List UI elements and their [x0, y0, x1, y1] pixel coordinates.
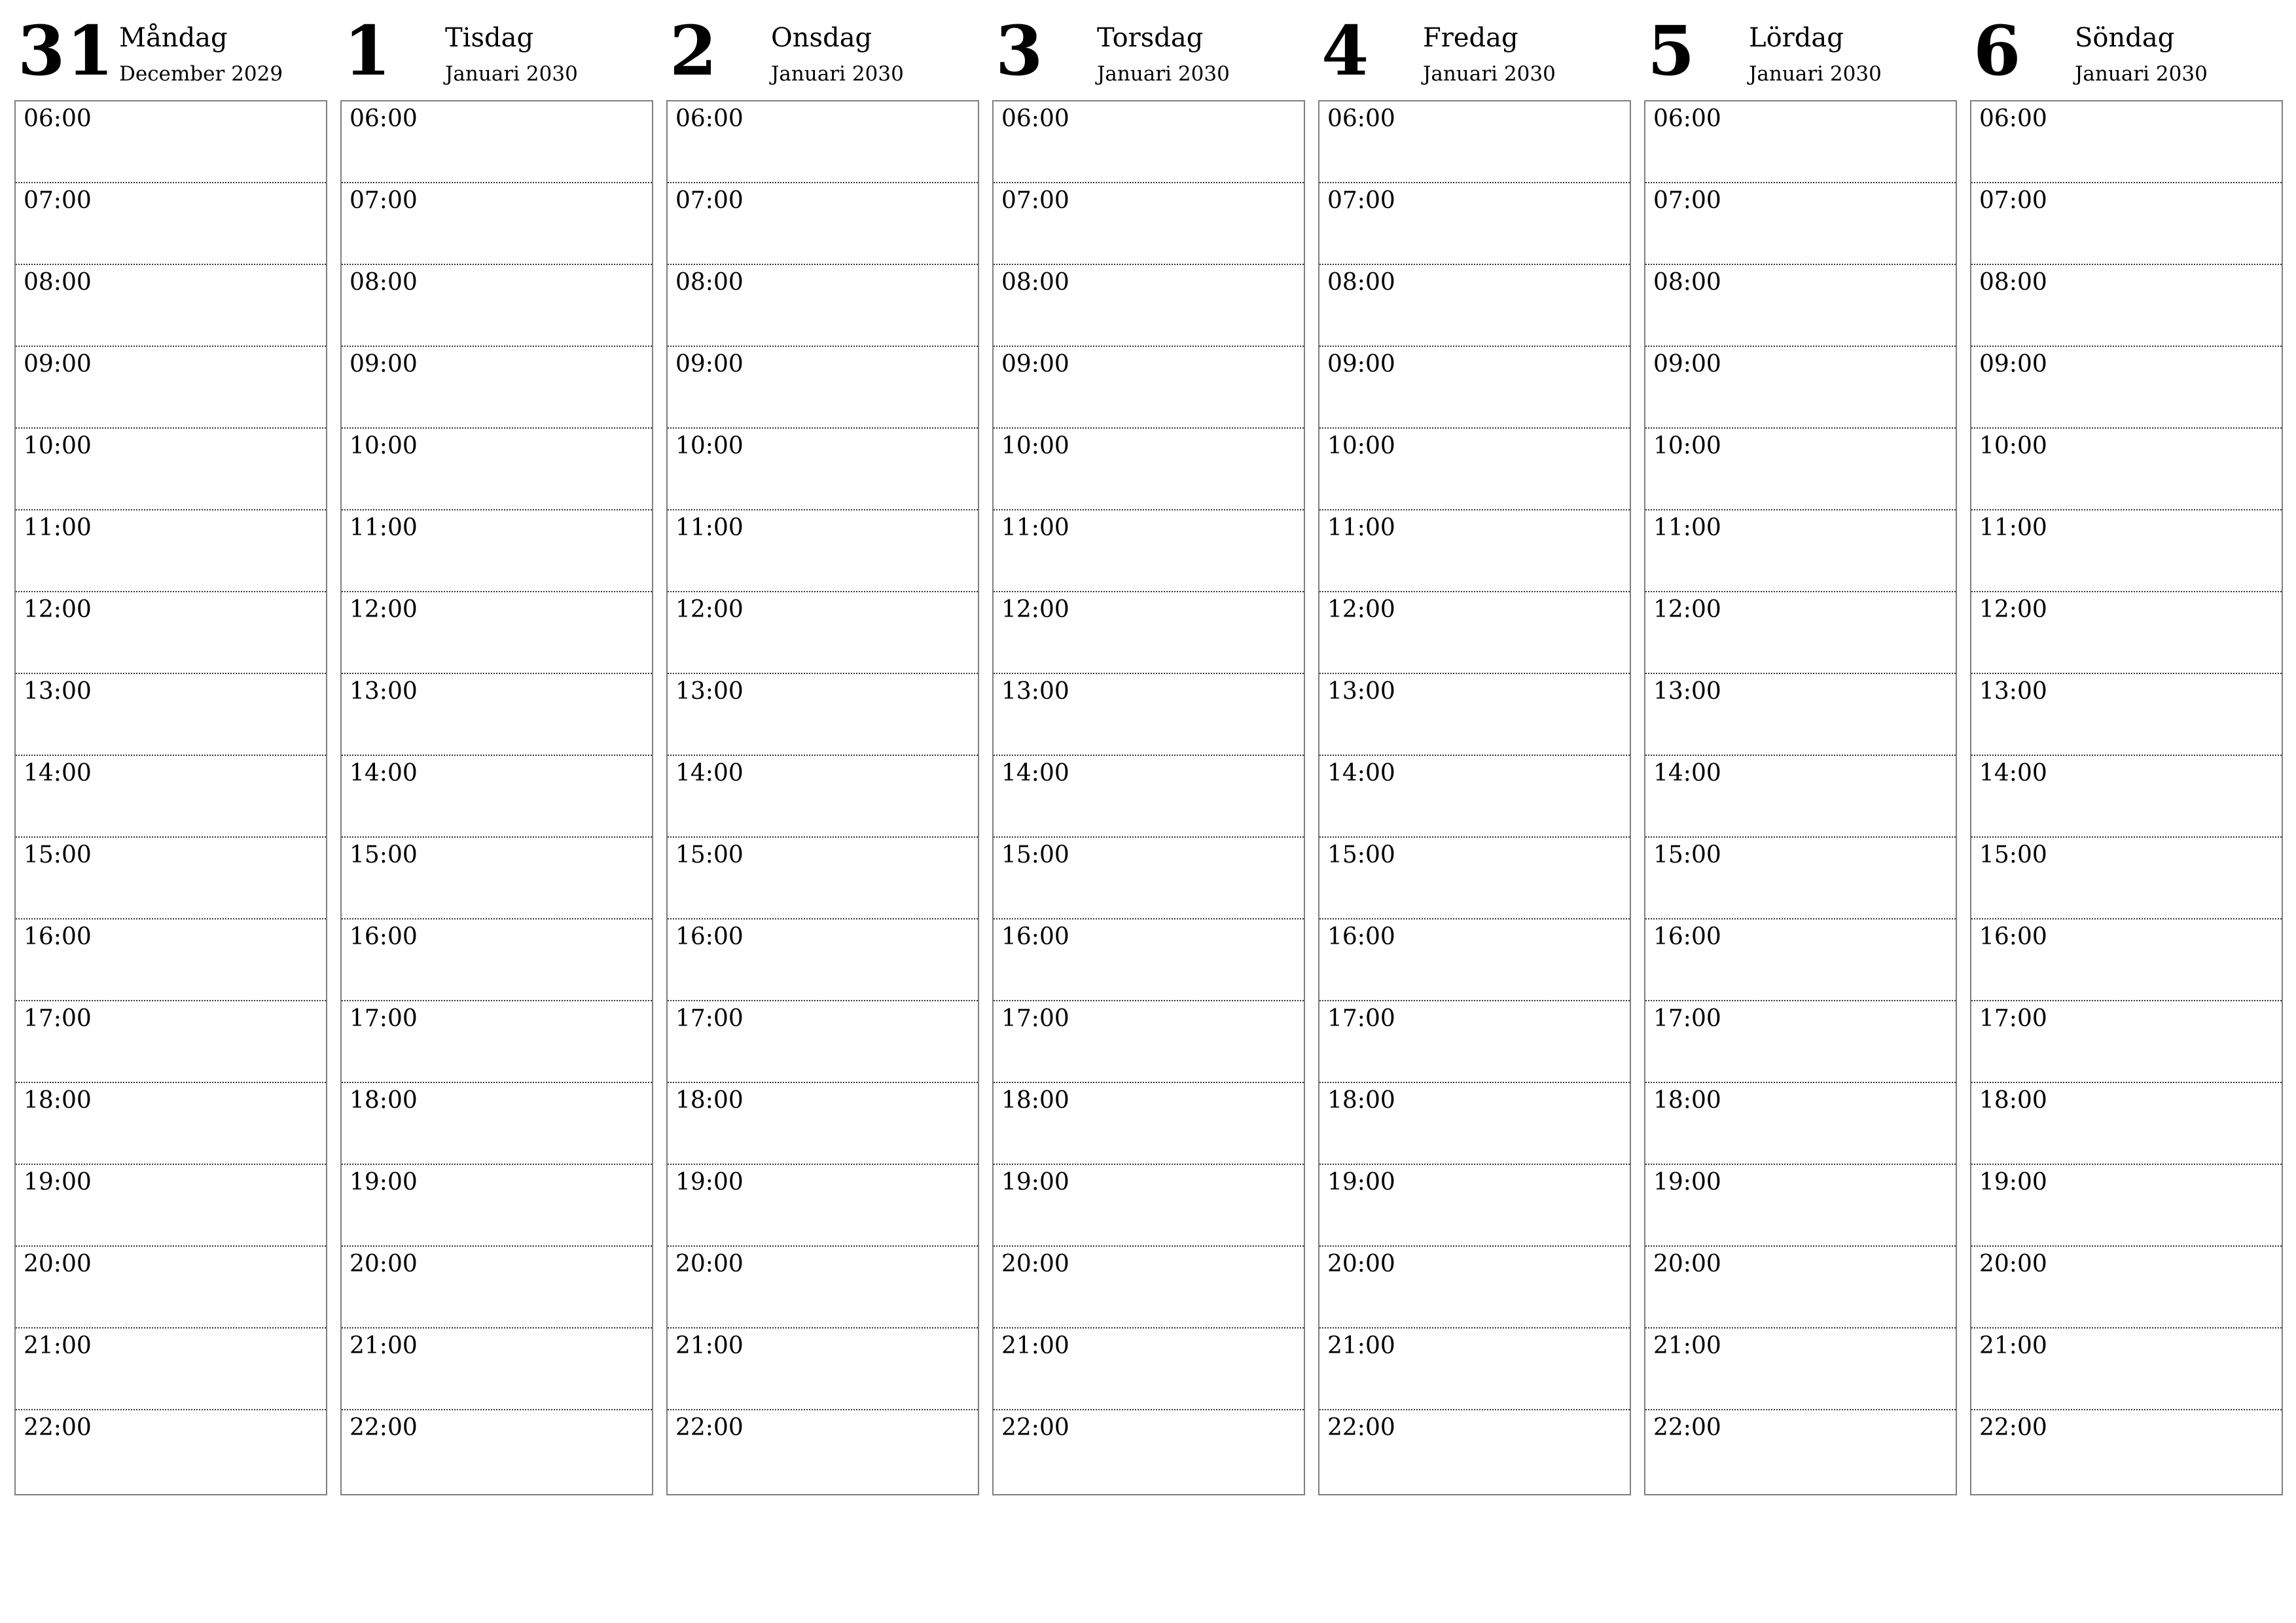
- hour-label: 14:00: [350, 760, 418, 787]
- hour-label: 06:00: [1001, 105, 1069, 132]
- day-number: 6: [1973, 10, 2022, 91]
- hour-slot[interactable]: [1319, 510, 1630, 592]
- hour-slot[interactable]: [668, 429, 978, 510]
- hour-label: 12:00: [1979, 596, 2047, 623]
- hour-slot[interactable]: [994, 101, 1304, 183]
- hour-label: 14:00: [1327, 760, 1395, 787]
- hour-slot[interactable]: [1645, 756, 1956, 838]
- day-header: [992, 0, 1305, 98]
- hour-label: 08:00: [350, 269, 418, 296]
- hour-label: 16:00: [1979, 923, 2047, 950]
- hour-label: 11:00: [1001, 514, 1069, 541]
- hour-slot[interactable]: [1971, 1329, 2282, 1410]
- hour-label: 11:00: [1327, 514, 1395, 541]
- hour-label: 08:00: [1001, 269, 1069, 296]
- hour-slot[interactable]: [1319, 183, 1630, 265]
- hour-label: 16:00: [1653, 923, 1721, 950]
- hour-label: 20:00: [1979, 1251, 2047, 1277]
- hour-label: 17:00: [1001, 1005, 1069, 1032]
- hour-slot[interactable]: [1645, 265, 1956, 347]
- hour-slot[interactable]: [1645, 1410, 1956, 1492]
- hour-label: 09:00: [350, 351, 418, 378]
- hour-slot[interactable]: [16, 838, 326, 919]
- hour-slot[interactable]: [1319, 429, 1630, 510]
- hour-label: 11:00: [675, 514, 744, 541]
- hour-label: 06:00: [1327, 105, 1395, 132]
- hour-label: 20:00: [24, 1251, 92, 1277]
- hour-label: 09:00: [1001, 351, 1069, 378]
- hour-slot[interactable]: [1645, 838, 1956, 919]
- hour-slot[interactable]: [16, 183, 326, 265]
- hour-label: 20:00: [350, 1251, 418, 1277]
- hour-slot[interactable]: [342, 838, 652, 919]
- hour-grid: [1970, 100, 2283, 1495]
- hour-slot[interactable]: [994, 1410, 1304, 1492]
- hour-label: 11:00: [24, 514, 92, 541]
- hour-slot[interactable]: [1319, 838, 1630, 919]
- hour-label: 20:00: [675, 1251, 744, 1277]
- hour-slot[interactable]: [1971, 838, 2282, 919]
- hour-grid: [340, 100, 653, 1495]
- hour-label: 08:00: [1979, 269, 2047, 296]
- hour-label: 19:00: [1979, 1169, 2047, 1196]
- weekday-name: Tisdag: [445, 23, 534, 53]
- hour-slot[interactable]: [16, 1247, 326, 1329]
- hour-slot[interactable]: [1319, 265, 1630, 347]
- hour-label: 15:00: [1001, 842, 1069, 868]
- day-number: 2: [670, 10, 719, 91]
- day-number: 5: [1647, 10, 1696, 91]
- hour-slot[interactable]: [1645, 674, 1956, 756]
- hour-slot[interactable]: [1319, 756, 1630, 838]
- hour-slot[interactable]: [1319, 347, 1630, 429]
- hour-label: 10:00: [1327, 433, 1395, 459]
- hour-label: 16:00: [675, 923, 744, 950]
- weekday-name: Torsdag: [1097, 23, 1204, 53]
- hour-label: 10:00: [1979, 433, 2047, 459]
- hour-slot[interactable]: [16, 101, 326, 183]
- hour-slot[interactable]: [668, 1247, 978, 1329]
- month-year: Januari 2030: [1423, 62, 1556, 86]
- hour-slot[interactable]: [1971, 265, 2282, 347]
- hour-slot[interactable]: [668, 919, 978, 1001]
- hour-label: 08:00: [24, 269, 92, 296]
- hour-slot[interactable]: [1319, 1410, 1630, 1492]
- day-column: [666, 0, 979, 1505]
- hour-label: 15:00: [24, 842, 92, 868]
- day-header: [1970, 0, 2283, 98]
- hour-slot[interactable]: [1319, 1165, 1630, 1247]
- day-column: [1318, 0, 1631, 1505]
- hour-slot[interactable]: [342, 592, 652, 674]
- hour-slot[interactable]: [1645, 592, 1956, 674]
- hour-slot[interactable]: [1971, 1247, 2282, 1329]
- hour-label: 22:00: [24, 1414, 92, 1441]
- hour-slot[interactable]: [1645, 1329, 1956, 1410]
- hour-slot[interactable]: [668, 347, 978, 429]
- hour-slot[interactable]: [16, 1329, 326, 1410]
- hour-label: 19:00: [24, 1169, 92, 1196]
- hour-slot[interactable]: [1645, 183, 1956, 265]
- hour-slot[interactable]: [16, 1001, 326, 1083]
- day-column: [992, 0, 1305, 1505]
- hour-slot[interactable]: [668, 265, 978, 347]
- day-column: [1644, 0, 1957, 1505]
- hour-label: 06:00: [1979, 105, 2047, 132]
- hour-label: 18:00: [350, 1087, 418, 1114]
- hour-grid: [992, 100, 1305, 1495]
- hour-slot[interactable]: [342, 1083, 652, 1165]
- hour-label: 22:00: [350, 1414, 418, 1441]
- hour-slot[interactable]: [668, 1001, 978, 1083]
- hour-label: 13:00: [1979, 678, 2047, 705]
- hour-label: 13:00: [1001, 678, 1069, 705]
- hour-slot[interactable]: [342, 1329, 652, 1410]
- hour-slot[interactable]: [668, 101, 978, 183]
- hour-slot[interactable]: [16, 1083, 326, 1165]
- hour-label: 09:00: [675, 351, 744, 378]
- hour-grid: [1644, 100, 1957, 1495]
- hour-label: 21:00: [1979, 1332, 2047, 1359]
- hour-label: 07:00: [24, 187, 92, 214]
- hour-slot[interactable]: [16, 510, 326, 592]
- day-column: [340, 0, 653, 1505]
- hour-label: 10:00: [24, 433, 92, 459]
- hour-label: 07:00: [350, 187, 418, 214]
- hour-slot[interactable]: [1971, 1410, 2282, 1492]
- hour-slot[interactable]: [1645, 1165, 1956, 1247]
- hour-label: 22:00: [1653, 1414, 1721, 1441]
- hour-slot[interactable]: [1971, 1165, 2282, 1247]
- hour-label: 22:00: [1979, 1414, 2047, 1441]
- hour-slot[interactable]: [342, 101, 652, 183]
- hour-label: 22:00: [1001, 1414, 1069, 1441]
- month-year: Januari 2030: [445, 62, 578, 86]
- day-header: [14, 0, 327, 98]
- hour-slot[interactable]: [668, 838, 978, 919]
- hour-label: 14:00: [675, 760, 744, 787]
- hour-slot[interactable]: [342, 429, 652, 510]
- hour-slot[interactable]: [16, 592, 326, 674]
- hour-label: 14:00: [1653, 760, 1721, 787]
- hour-label: 06:00: [675, 105, 744, 132]
- weekday-name: Onsdag: [771, 23, 872, 53]
- hour-label: 07:00: [1979, 187, 2047, 214]
- hour-label: 11:00: [1653, 514, 1721, 541]
- hour-slot[interactable]: [1971, 101, 2282, 183]
- hour-label: 17:00: [350, 1005, 418, 1032]
- hour-slot[interactable]: [994, 919, 1304, 1001]
- hour-label: 17:00: [1979, 1005, 2047, 1032]
- hour-slot[interactable]: [994, 1165, 1304, 1247]
- hour-label: 15:00: [1979, 842, 2047, 868]
- hour-grid: [666, 100, 979, 1495]
- hour-label: 17:00: [24, 1005, 92, 1032]
- hour-label: 17:00: [1327, 1005, 1395, 1032]
- hour-label: 14:00: [1979, 760, 2047, 787]
- day-number: 31: [18, 10, 115, 91]
- hour-label: 09:00: [1979, 351, 2047, 378]
- hour-slot[interactable]: [16, 674, 326, 756]
- hour-slot[interactable]: [1971, 347, 2282, 429]
- hour-slot[interactable]: [1971, 183, 2282, 265]
- hour-label: 12:00: [350, 596, 418, 623]
- hour-slot[interactable]: [994, 838, 1304, 919]
- hour-slot[interactable]: [1319, 1001, 1630, 1083]
- hour-label: 21:00: [1653, 1332, 1721, 1359]
- hour-label: 19:00: [1327, 1169, 1395, 1196]
- hour-slot[interactable]: [16, 429, 326, 510]
- hour-slot[interactable]: [1645, 1001, 1956, 1083]
- hour-slot[interactable]: [668, 510, 978, 592]
- hour-slot[interactable]: [1319, 592, 1630, 674]
- hour-slot[interactable]: [994, 265, 1304, 347]
- hour-slot[interactable]: [1971, 1083, 2282, 1165]
- hour-label: 07:00: [1001, 187, 1069, 214]
- hour-slot[interactable]: [342, 1247, 652, 1329]
- hour-label: 17:00: [1653, 1005, 1721, 1032]
- hour-slot[interactable]: [994, 674, 1304, 756]
- hour-slot[interactable]: [342, 183, 652, 265]
- hour-label: 17:00: [675, 1005, 744, 1032]
- hour-slot[interactable]: [1645, 1083, 1956, 1165]
- hour-label: 13:00: [24, 678, 92, 705]
- hour-label: 12:00: [675, 596, 744, 623]
- hour-slot[interactable]: [668, 1410, 978, 1492]
- hour-label: 07:00: [1327, 187, 1395, 214]
- hour-slot[interactable]: [994, 1329, 1304, 1410]
- hour-slot[interactable]: [1319, 1329, 1630, 1410]
- hour-label: 08:00: [1653, 269, 1721, 296]
- hour-label: 12:00: [1327, 596, 1395, 623]
- hour-label: 15:00: [1653, 842, 1721, 868]
- hour-label: 22:00: [1327, 1414, 1395, 1441]
- hour-label: 11:00: [1979, 514, 2047, 541]
- hour-label: 09:00: [1653, 351, 1721, 378]
- hour-slot[interactable]: [342, 1165, 652, 1247]
- hour-label: 09:00: [24, 351, 92, 378]
- hour-label: 15:00: [675, 842, 744, 868]
- hour-label: 14:00: [24, 760, 92, 787]
- hour-slot[interactable]: [994, 1083, 1304, 1165]
- hour-slot[interactable]: [1971, 592, 2282, 674]
- hour-label: 20:00: [1653, 1251, 1721, 1277]
- hour-slot[interactable]: [342, 674, 652, 756]
- hour-slot[interactable]: [994, 1247, 1304, 1329]
- weekday-name: Lördag: [1749, 23, 1844, 53]
- day-column: [1970, 0, 2283, 1505]
- hour-label: 15:00: [350, 842, 418, 868]
- hour-slot[interactable]: [1645, 1247, 1956, 1329]
- hour-slot[interactable]: [1971, 1001, 2282, 1083]
- hour-label: 18:00: [675, 1087, 744, 1114]
- day-header: [666, 0, 979, 98]
- hour-slot[interactable]: [342, 510, 652, 592]
- hour-label: 18:00: [24, 1087, 92, 1114]
- hour-slot[interactable]: [342, 1001, 652, 1083]
- hour-label: 13:00: [675, 678, 744, 705]
- hour-label: 15:00: [1327, 842, 1395, 868]
- day-number: 4: [1321, 10, 1371, 91]
- hour-label: 16:00: [1327, 923, 1395, 950]
- hour-label: 10:00: [1653, 433, 1721, 459]
- hour-slot[interactable]: [342, 265, 652, 347]
- hour-label: 21:00: [24, 1332, 92, 1359]
- weekday-name: Fredag: [1423, 23, 1518, 53]
- hour-slot[interactable]: [1971, 756, 2282, 838]
- hour-slot[interactable]: [16, 919, 326, 1001]
- hour-label: 07:00: [675, 187, 744, 214]
- hour-slot[interactable]: [16, 265, 326, 347]
- hour-label: 12:00: [24, 596, 92, 623]
- hour-label: 20:00: [1001, 1251, 1069, 1277]
- hour-label: 19:00: [1653, 1169, 1721, 1196]
- hour-slot[interactable]: [342, 919, 652, 1001]
- hour-label: 20:00: [1327, 1251, 1395, 1277]
- hour-slot[interactable]: [342, 347, 652, 429]
- day-number: 1: [344, 10, 393, 91]
- month-year: Januari 2030: [771, 62, 904, 86]
- hour-label: 13:00: [1327, 678, 1395, 705]
- hour-label: 18:00: [1327, 1087, 1395, 1114]
- hour-slot[interactable]: [994, 429, 1304, 510]
- hour-label: 19:00: [675, 1169, 744, 1196]
- hour-label: 19:00: [350, 1169, 418, 1196]
- hour-label: 21:00: [1327, 1332, 1395, 1359]
- hour-slot[interactable]: [1319, 1083, 1630, 1165]
- day-header: [1644, 0, 1957, 98]
- hour-grid: [14, 100, 327, 1495]
- hour-slot[interactable]: [1319, 674, 1630, 756]
- hour-slot[interactable]: [1645, 429, 1956, 510]
- hour-label: 09:00: [1327, 351, 1395, 378]
- hour-slot[interactable]: [1971, 674, 2282, 756]
- hour-slot[interactable]: [1319, 919, 1630, 1001]
- hour-slot[interactable]: [994, 756, 1304, 838]
- weekday-name: Måndag: [119, 23, 228, 53]
- hour-label: 18:00: [1653, 1087, 1721, 1114]
- hour-slot[interactable]: [1645, 101, 1956, 183]
- hour-slot[interactable]: [1645, 347, 1956, 429]
- day-column: [14, 0, 327, 1505]
- hour-label: 12:00: [1653, 596, 1721, 623]
- hour-label: 11:00: [350, 514, 418, 541]
- hour-slot[interactable]: [342, 1410, 652, 1492]
- hour-label: 12:00: [1001, 596, 1069, 623]
- month-year: Januari 2030: [1097, 62, 1230, 86]
- hour-label: 13:00: [350, 678, 418, 705]
- hour-label: 18:00: [1979, 1087, 2047, 1114]
- hour-label: 10:00: [1001, 433, 1069, 459]
- day-header: [1318, 0, 1631, 98]
- hour-slot[interactable]: [16, 1410, 326, 1492]
- hour-label: 22:00: [675, 1414, 744, 1441]
- hour-slot[interactable]: [994, 1001, 1304, 1083]
- hour-label: 16:00: [350, 923, 418, 950]
- hour-slot[interactable]: [994, 347, 1304, 429]
- hour-slot[interactable]: [16, 756, 326, 838]
- hour-label: 06:00: [350, 105, 418, 132]
- hour-slot[interactable]: [16, 1165, 326, 1247]
- hour-grid: [1318, 100, 1631, 1495]
- hour-label: 16:00: [1001, 923, 1069, 950]
- hour-slot[interactable]: [668, 1165, 978, 1247]
- hour-label: 10:00: [350, 433, 418, 459]
- month-year: December 2029: [119, 62, 283, 86]
- hour-slot[interactable]: [1971, 919, 2282, 1001]
- hour-slot[interactable]: [668, 674, 978, 756]
- hour-label: 06:00: [1653, 105, 1721, 132]
- hour-slot[interactable]: [668, 1083, 978, 1165]
- weekday-name: Söndag: [2075, 23, 2175, 53]
- hour-label: 21:00: [350, 1332, 418, 1359]
- hour-label: 16:00: [24, 923, 92, 950]
- hour-slot[interactable]: [994, 510, 1304, 592]
- hour-label: 06:00: [24, 105, 92, 132]
- month-year: Januari 2030: [2075, 62, 2208, 86]
- hour-label: 21:00: [1001, 1332, 1069, 1359]
- month-year: Januari 2030: [1749, 62, 1882, 86]
- hour-label: 19:00: [1001, 1169, 1069, 1196]
- hour-slot[interactable]: [1645, 919, 1956, 1001]
- hour-slot[interactable]: [668, 183, 978, 265]
- hour-slot[interactable]: [1319, 101, 1630, 183]
- hour-slot[interactable]: [994, 183, 1304, 265]
- day-number: 3: [996, 10, 1045, 91]
- hour-slot[interactable]: [342, 756, 652, 838]
- hour-slot[interactable]: [1971, 510, 2282, 592]
- hour-label: 21:00: [675, 1332, 744, 1359]
- hour-label: 10:00: [675, 433, 744, 459]
- hour-label: 07:00: [1653, 187, 1721, 214]
- hour-label: 14:00: [1001, 760, 1069, 787]
- day-header: [340, 0, 653, 98]
- hour-label: 08:00: [675, 269, 744, 296]
- hour-slot[interactable]: [1645, 510, 1956, 592]
- hour-label: 18:00: [1001, 1087, 1069, 1114]
- hour-slot[interactable]: [668, 592, 978, 674]
- hour-label: 13:00: [1653, 678, 1721, 705]
- hour-slot[interactable]: [1971, 429, 2282, 510]
- hour-slot[interactable]: [668, 756, 978, 838]
- hour-slot[interactable]: [668, 1329, 978, 1410]
- hour-slot[interactable]: [994, 592, 1304, 674]
- hour-label: 08:00: [1327, 269, 1395, 296]
- hour-slot[interactable]: [16, 347, 326, 429]
- hour-slot[interactable]: [1319, 1247, 1630, 1329]
